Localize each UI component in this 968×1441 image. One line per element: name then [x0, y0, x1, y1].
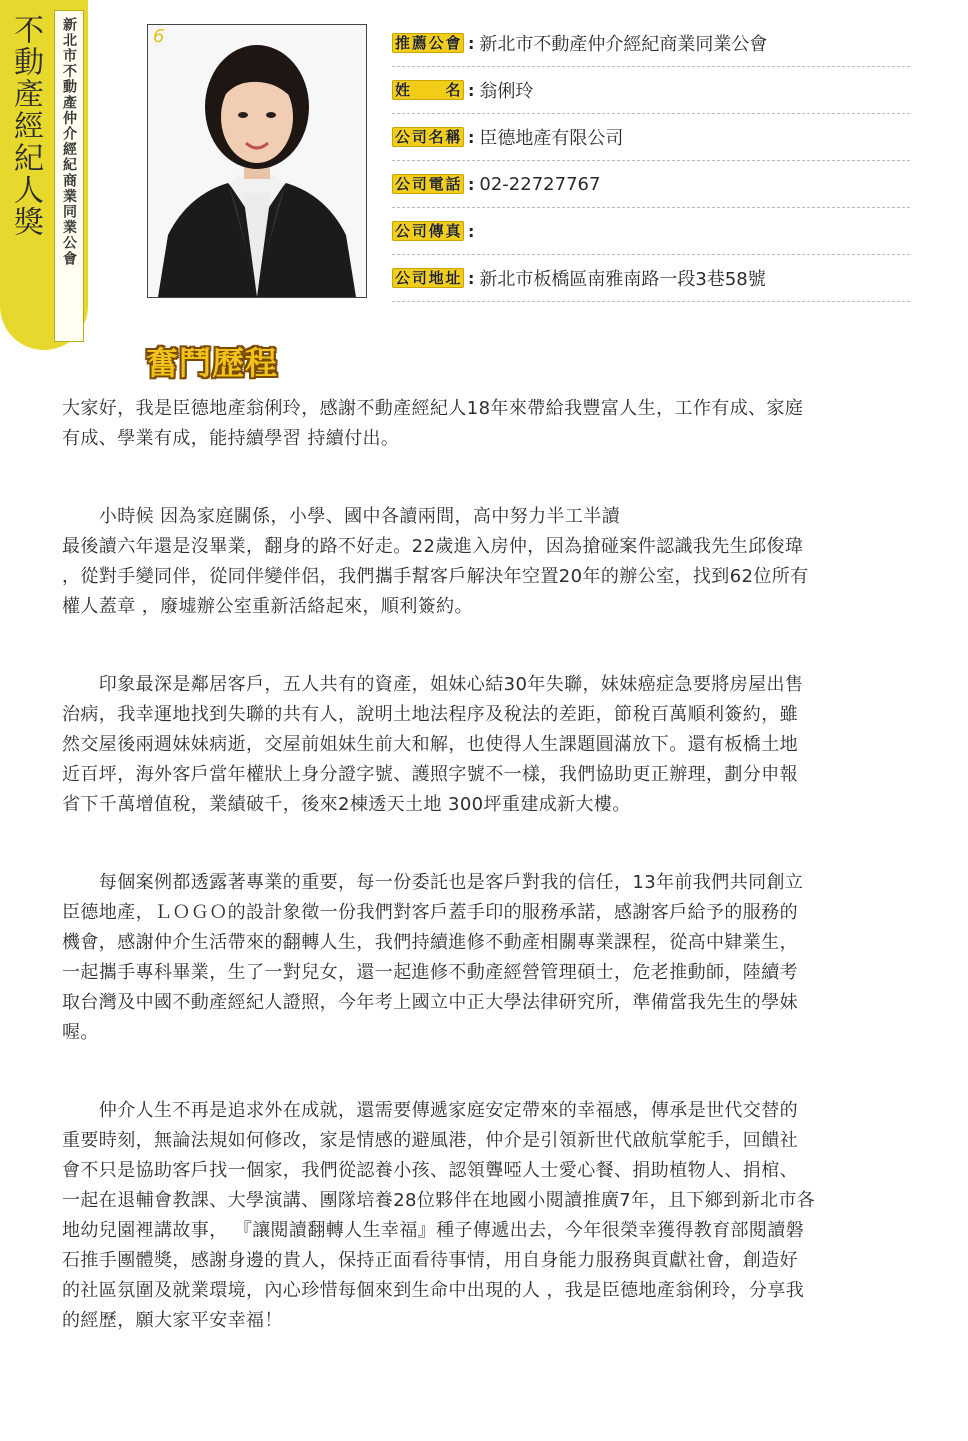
- portrait-photo: [147, 24, 367, 298]
- decorative-swirl-icon: 6: [153, 26, 165, 47]
- profile-info: [392, 20, 910, 302]
- story-line: ，從對手變同伴，從同伴變伴侶，我們攜手幫客戶解決年空置20年的辦公室，找到62位所有: [62, 566, 809, 587]
- paragraph-gap: [62, 622, 914, 670]
- story-line: 然交屋後兩週妹妹病逝，交屋前姐妹生前大和解，也使得人生課題圓滿放下。還有板橋土地: [62, 734, 798, 755]
- story-paragraph: [62, 868, 914, 1048]
- info-row-company: 公司名稱 : 臣德地產有限公司: [392, 114, 910, 161]
- story-line: 一起攜手專科畢業，生了一對兒女，還一起進修不動產經營管理碩士，危老推動師，陸續考: [62, 962, 798, 983]
- association-ribbon: [54, 10, 84, 342]
- story-line: 權人蓋章 ，廢墟辦公室重新活絡起來，順利簽約。: [62, 596, 473, 617]
- story-line: 最後讀六年還是沒畢業，翻身的路不好走。22歲進入房仲，因為搶碰案件認識我先生邱俊瑋: [62, 536, 804, 557]
- info-value: 翁俐玲: [479, 81, 534, 102]
- story-line: 會不只是協助客戶找一個家，我們從認養小孩、認領聾啞人士愛心餐、捐助植物人、捐棺、: [62, 1160, 798, 1181]
- info-label: 推薦公會: [392, 33, 464, 53]
- story-paragraph: [62, 1096, 914, 1336]
- story-line: 喔。: [62, 1022, 99, 1043]
- story-body: [62, 394, 914, 1336]
- paragraph-gap: [62, 820, 914, 868]
- paragraph-gap: [62, 1048, 914, 1096]
- info-value: 新北市不動產仲介經紀商業同業公會: [479, 34, 768, 55]
- story-line: 臣德地產，ＬＯＧＯ的設計象徵一份我們對客戶蓋手印的服務承諾，感謝客戶給予的服務的: [62, 902, 798, 923]
- info-value: 新北市板橋區南雅南路一段3巷58號: [479, 269, 766, 290]
- story-line: 地幼兒園裡講故事， 『讓閱讀翻轉人生幸福』種子傳遞出去，今年很榮幸獲得教育部閱讀磐: [62, 1220, 805, 1241]
- story-line: 重要時刻，無論法規如何修改，家是情感的避風港，仲介是引領新世代啟航掌舵手，回饋社: [62, 1130, 798, 1151]
- info-row-phone: 公司電話 : 02-22727767: [392, 161, 910, 208]
- story-line: 大家好，我是臣德地產翁俐玲，感謝不動產經紀人18年來帶給我豐富人生，工作有成、家庭: [62, 398, 804, 419]
- info-row-association: 推薦公會 : 新北市不動產仲介經紀商業同業公會: [392, 20, 910, 67]
- info-label: 公司地址: [392, 268, 464, 288]
- story-line: 石推手團體獎，感謝身邊的貴人，保持正面看待事情，用自身能力服務與貢獻社會，創造好: [62, 1250, 798, 1271]
- story-line: 的經歷，願大家平安幸福！: [62, 1310, 283, 1331]
- info-row-address: 公司地址 : 新北市板橋區南雅南路一段3巷58號: [392, 255, 910, 302]
- story-line: 近百坪，海外客戶當年權狀上身分證字號、護照字號不一樣，我們協助更正辦理，劃分申報: [62, 764, 798, 785]
- info-row-fax: 公司傳真 :: [392, 208, 910, 255]
- info-label: 公司名稱: [392, 127, 464, 147]
- info-value: 02-22727767: [479, 173, 601, 195]
- info-value: 臣德地產有限公司: [479, 128, 624, 149]
- story-heading: 奮鬥歷程: [146, 344, 279, 382]
- story-line: 小時候 因為家庭關係，小學、國中各讀兩間，高中努力半工半讀: [62, 506, 621, 527]
- story-line: 取台灣及中國不動產經紀人證照，今年考上國立中正大學法律研究所，準備當我先生的學妹: [62, 992, 798, 1013]
- award-banner: [0, 0, 88, 350]
- story-line: 有成、學業有成，能持續學習 持續付出。: [62, 428, 400, 449]
- paragraph-gap: [62, 454, 914, 502]
- story-line: 仲介人生不再是追求外在成就，還需要傳遞家庭安定帶來的幸福感，傳承是世代交替的: [62, 1100, 798, 1121]
- info-row-name: 姓 名 : 翁俐玲: [392, 67, 910, 114]
- story-line: 治病，我幸運地找到失聯的共有人，說明土地法程序及稅法的差距，節稅百萬順利簽約，雖: [62, 704, 798, 725]
- story-line: 一起在退輔會教課、大學演講、團隊培養28位夥伴在地國小閱讀推廣7年，且下鄉到新北市各: [62, 1190, 816, 1211]
- info-label: 姓 名: [392, 80, 464, 100]
- story-paragraph: [62, 670, 914, 820]
- association-name: 新北市不動產仲介經紀商業同業公會: [61, 17, 77, 267]
- story-paragraph: [62, 502, 914, 622]
- story-line: 每個案例都透露著專業的重要，每一份委託也是客戶對我的信任，13年前我們共同創立: [62, 872, 804, 893]
- story-line: 印象最深是鄰居客戶，五人共有的資產，姐妹心結30年失聯，妹妹癌症急要將房屋出售: [62, 674, 804, 695]
- story-line: 的社區氛圍及就業環境，內心珍惜每個來到生命中出現的人 ，我是臣德地產翁俐玲，分享我: [62, 1280, 805, 1301]
- info-label: 公司電話: [392, 174, 464, 194]
- info-label: 公司傳真: [392, 221, 464, 241]
- story-line: 省下千萬增值稅，業績破千，後來2棟透天土地 300坪重建成新大樓。: [62, 794, 631, 815]
- story-line: 機會，感謝仲介生活帶來的翻轉人生，我們持續進修不動產相關專業課程，從高中肄業生，: [62, 932, 798, 953]
- award-title: 不動產經紀人獎: [8, 14, 43, 238]
- story-paragraph: [62, 394, 914, 454]
